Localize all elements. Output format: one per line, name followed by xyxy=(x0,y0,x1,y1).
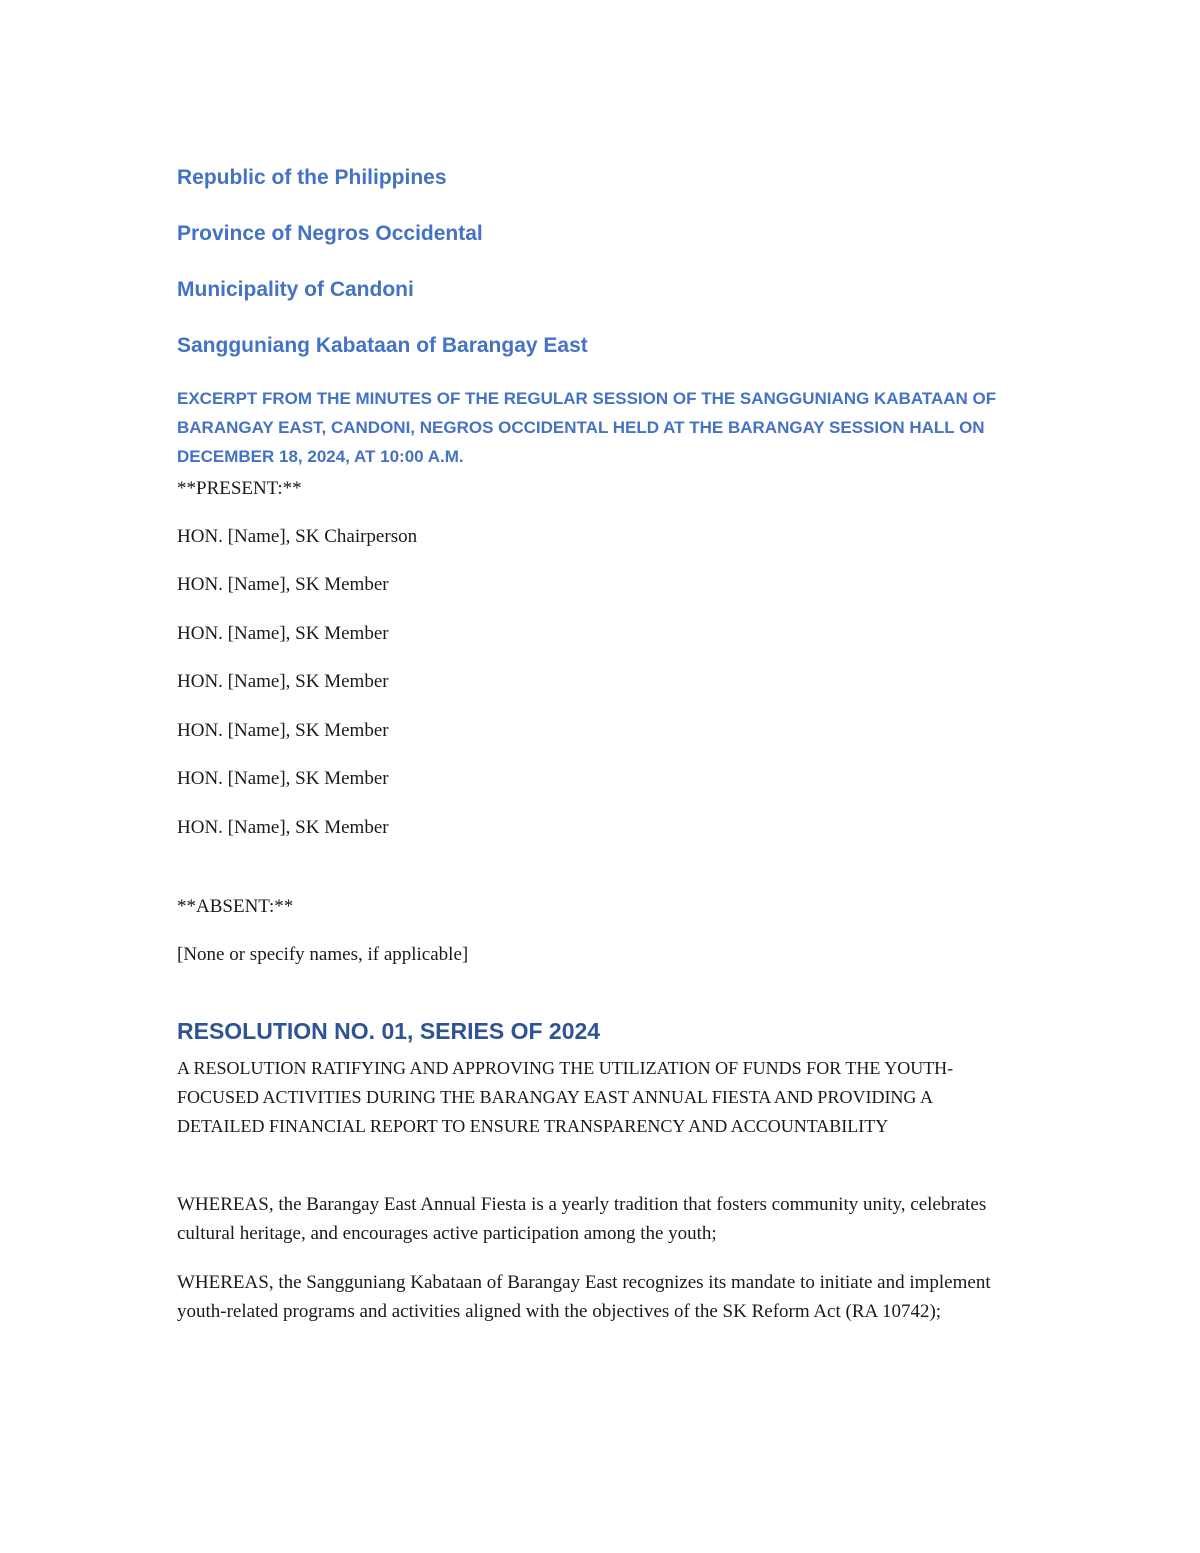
resolution-heading: RESOLUTION NO. 01, SERIES OF 2024 xyxy=(177,1018,601,1044)
present-member: HON. [Name], SK Member xyxy=(177,768,389,789)
absent-text: [None or specify names, if applicable] xyxy=(177,944,469,965)
header-republic: Republic of the Philippines xyxy=(177,166,447,189)
header-sangguniang: Sangguniang Kabataan of Barangay East xyxy=(177,334,588,357)
present-member: HON. [Name], SK Member xyxy=(177,720,389,741)
absent-label: **ABSENT:** xyxy=(177,896,294,917)
present-member: HON. [Name], SK Member xyxy=(177,817,389,838)
present-label: **PRESENT:** xyxy=(177,478,302,499)
present-member: HON. [Name], SK Member xyxy=(177,623,389,644)
header-municipality: Municipality of Candoni xyxy=(177,278,414,301)
present-member: HON. [Name], SK Chairperson xyxy=(177,526,418,547)
minutes-excerpt-heading: EXCERPT FROM THE MINUTES OF THE REGULAR SESSION OF THE SANGGUNIANG KABATAAN OF BARANGAY EAST, CANDONI, NEGROS OCCIDENTAL HELD AT THE BARANGAY SESSION HALL ON DECEMBER 18, 2024, AT 10:00 A.M. xyxy=(177,389,997,466)
whereas-paragraph-1: WHEREAS, the Barangay East Annual Fiesta is a yearly tradition that fosters community unity, celebrates cultural heritage, and encourages active participation among the youth; xyxy=(177,1194,987,1244)
present-member: HON. [Name], SK Member xyxy=(177,671,389,692)
resolution-title: A RESOLUTION RATIFYING AND APPROVING THE UTILIZATION OF FUNDS FOR THE YOUTH-FOCUSED ACTIVITIES DURING THE BARANGAY EAST ANNUAL FIESTA AND PROVIDING A DETAILED FINANCIAL REPORT TO ENSURE TRANSPARENCY AND ACCOUNTABILITY xyxy=(177,1058,954,1136)
present-member: HON. [Name], SK Member xyxy=(177,574,389,595)
header-province: Province of Negros Occidental xyxy=(177,222,483,245)
whereas-paragraph-2: WHEREAS, the Sangguniang Kabataan of Barangay East recognizes its mandate to initiate and implement youth-related programs and activities aligned with the objectives of the SK Reform Act (RA 10742); xyxy=(177,1272,991,1322)
